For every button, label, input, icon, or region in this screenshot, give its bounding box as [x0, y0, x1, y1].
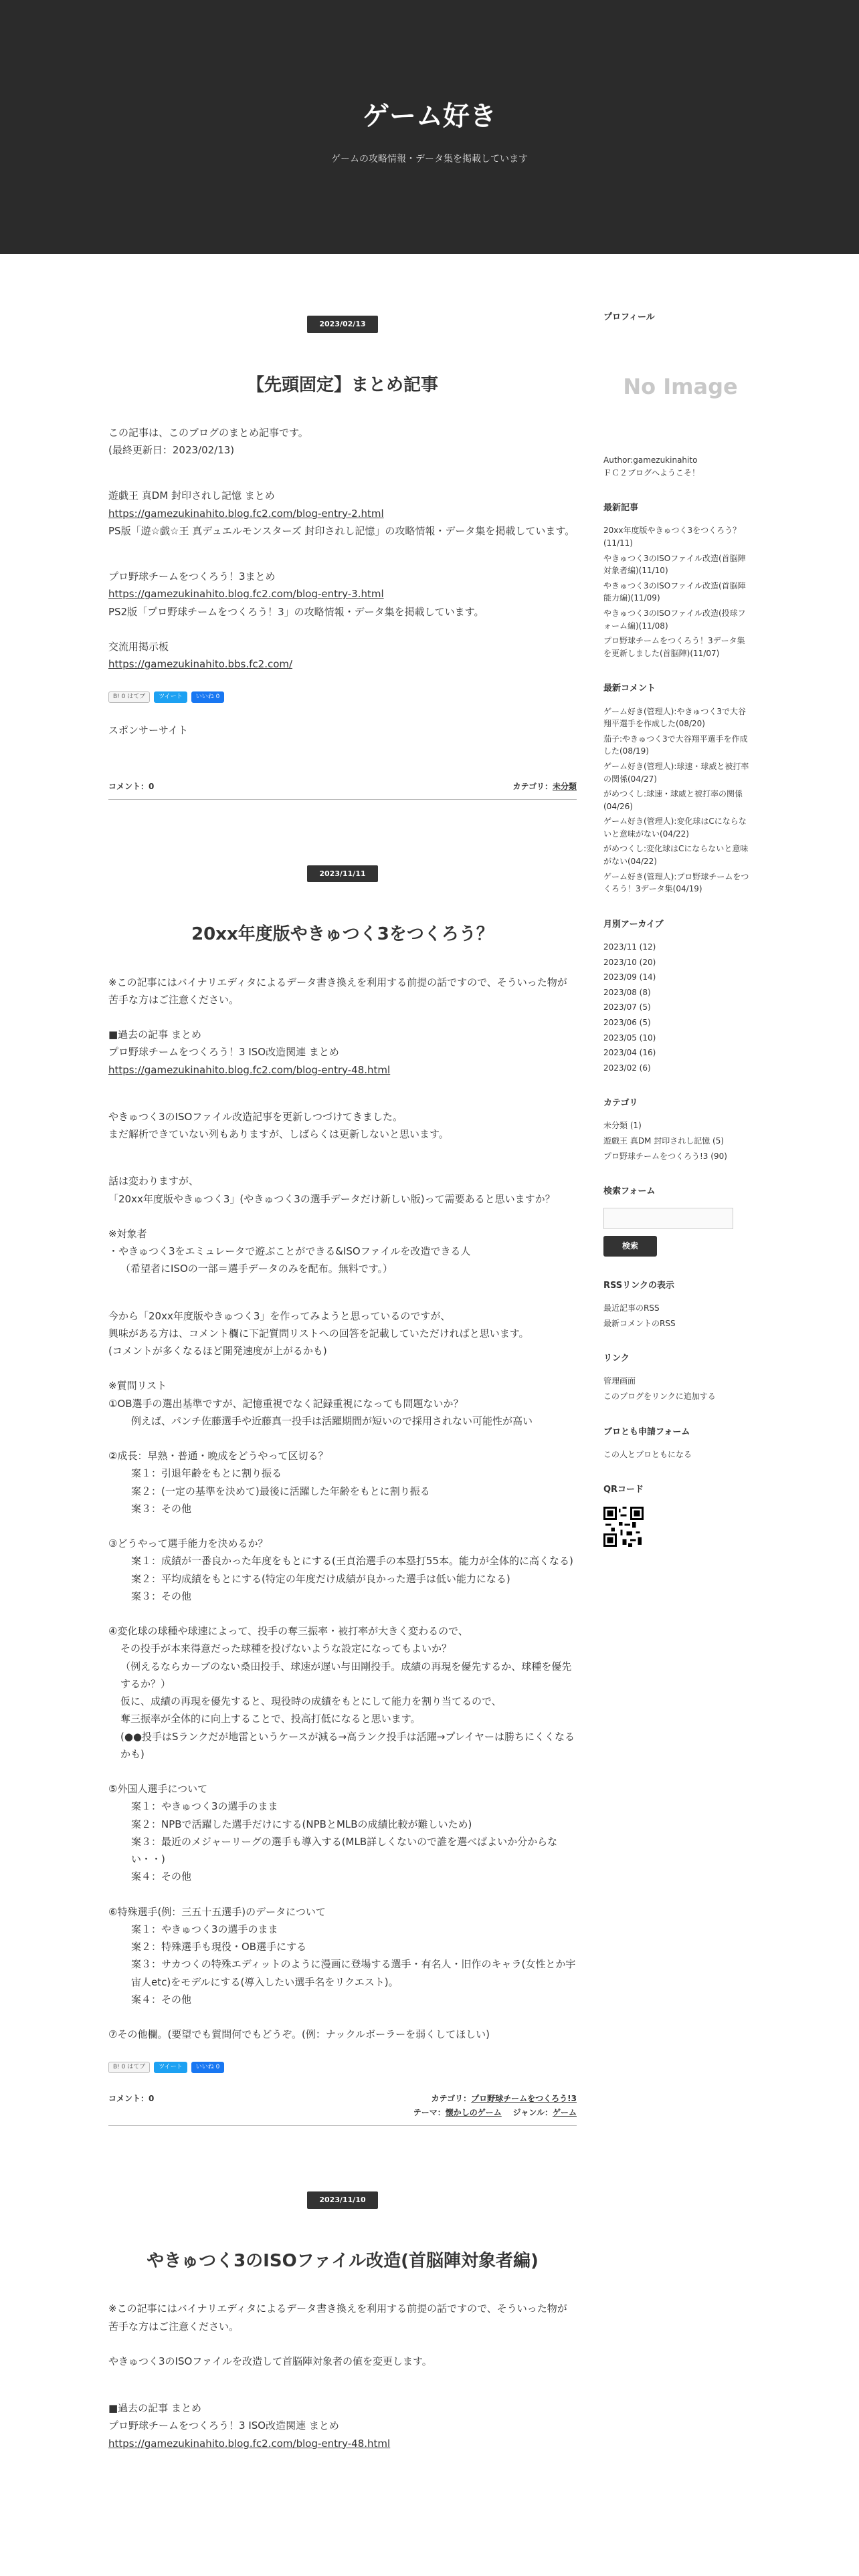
recent-comment-link[interactable]: がめつくし:変化球はCにならないと意味がない(04/22)	[603, 844, 749, 867]
text-line: ※この記事にはバイナリエディタによるデータ書き換えを利用する前提の話ですので、そういった物が苦手な方はご注意ください。	[108, 976, 567, 1006]
entry	[108, 2190, 577, 2452]
archive-link[interactable]: 2023/06 (5)	[603, 1017, 651, 1027]
link-item[interactable]: 管理画面	[603, 1376, 636, 1386]
question-option: 案１：引退年齢をもとに割り振る	[131, 1467, 282, 1480]
text-line: プロ野球チームをつくろう！3 ISO改造関連 まとめ	[108, 1046, 339, 1059]
text-line: ※対象者	[108, 1227, 147, 1240]
category-section	[603, 1097, 751, 1162]
entry-link[interactable]: https://gamezukinahito.blog.fc2.com/blog-entry-48.html	[108, 2437, 391, 2450]
archive-link[interactable]: 2023/09 (14)	[603, 972, 656, 982]
recent-comment-link[interactable]: 茄子:やきゅつく3で大谷翔平選手を作成した(08/19)	[603, 734, 748, 756]
entry-title[interactable]: 【先頭固定】まとめ記事	[246, 374, 438, 395]
text-line: 「20xx年度版やきゅつく3」(やきゅつく3の選手データだけ新しい版)って需要あると思いますか？	[108, 1192, 555, 1205]
question-option: 案４：その他	[131, 1993, 192, 2006]
entry-body	[108, 2300, 577, 2452]
hatena-bookmark-button[interactable]: B! 0 はてブ	[108, 691, 150, 703]
text-line: プロ野球チームをつくろう！3まとめ	[108, 570, 276, 583]
recent-comment-link[interactable]: ゲーム好き(管理人):変化球はCにならないと意味がない(04/22)	[603, 817, 747, 839]
site-title[interactable]: ゲーム好き	[363, 101, 496, 132]
entry-title[interactable]: 20xx年度版やきゅつく3をつくろう？	[191, 924, 494, 945]
entry-footer	[108, 2092, 577, 2126]
text-line: (最終更新日：2023/02/13)	[108, 444, 235, 457]
profile-intro: ＦＣ２ブログへようこそ！	[603, 467, 700, 477]
rss-section	[603, 1279, 751, 1329]
recent-entry-link[interactable]: プロ野球チームをつくろう！3データ集を更新しました(首脳陣)(11/07)	[603, 636, 745, 658]
entry	[108, 314, 577, 800]
question-option: 案３：その他	[131, 1590, 192, 1602]
question: ⑤外国人選手について	[108, 1783, 208, 1796]
genre-link[interactable]: ゲーム	[552, 2108, 577, 2118]
entry-link[interactable]: https://gamezukinahito.blog.fc2.com/blog-entry-3.html	[108, 588, 384, 601]
question-option: 案４：その他	[131, 1870, 192, 1883]
entry-body	[108, 424, 577, 673]
recent-comment-link[interactable]: がめつくし:球速・球威と被打率の関係(04/26)	[603, 789, 743, 811]
theme-link[interactable]: 懐かしのゲーム	[445, 2108, 502, 2118]
question-option: 案２：(一定の基準を決めて)最後に活躍した年齢をもとに割り振る	[131, 1485, 430, 1497]
question-option: 案２：NPBで活躍した選手だけにする(NPBとMLBの成績比較が難しいため)	[131, 1818, 472, 1830]
question-list-heading: ※質問リスト	[108, 1380, 167, 1392]
category-link[interactable]: プロ野球チームをつくろう!3	[471, 2094, 577, 2104]
section-heading: 最新記事	[603, 503, 639, 514]
bbs-link[interactable]: https://gamezukinahito.bbs.fc2.com/	[108, 658, 293, 671]
text-line: ■過去の記事 まとめ	[108, 1029, 201, 1041]
friend-request-link[interactable]: この人とブロともになる	[603, 1449, 692, 1459]
question-option: 案３：サカつくの特殊エディットのように漫画に登場する選手・有名人・旧作のキャラ(女性とか宇宙人etc)をモデルにする(導入したい選手名をリクエスト)。	[131, 1958, 576, 1988]
rss-link[interactable]: 最新コメントのRSS	[603, 1318, 676, 1328]
section-heading: QRコード	[603, 1485, 644, 1495]
section-heading: カテゴリ	[603, 1098, 638, 1109]
text-line: プロ野球チームをつくろう！3 ISO改造関連 まとめ	[108, 2420, 339, 2432]
question-option: 案３：最近のメジャーリーグの選手も導入する(MLB詳しくないので誰を選べばよいか分からない・・)	[131, 1835, 558, 1866]
section-heading: プロフィール	[603, 312, 655, 322]
text-line: 興味がある方は、コメント欄に下記質問リストへの回答を記載していただければと思います。	[108, 1327, 529, 1339]
section-heading: 最新コメント	[603, 683, 656, 694]
social-buttons	[108, 691, 577, 703]
archive-link[interactable]: 2023/10 (20)	[603, 957, 656, 967]
author-name: Author:gamezukinahito	[603, 455, 698, 465]
archive-link[interactable]: 2023/11 (12)	[603, 942, 656, 952]
entry	[108, 864, 577, 2127]
section-heading: 月別アーカイブ	[603, 919, 664, 930]
recent-comment-link[interactable]: ゲーム好き(管理人):やきゅつく3で大谷翔平選手を作成した(08/20)	[603, 706, 747, 729]
text-line: (コメントが多くなるほど開発速度が上がるかも)	[108, 1345, 327, 1358]
entry-link[interactable]: https://gamezukinahito.blog.fc2.com/blog-entry-2.html	[108, 507, 384, 520]
question: ①OB選手の選出基準ですが、記憶重視でなく記録重視になっても問題ないか？	[108, 1397, 464, 1410]
question-note: (●●投手はSランクだが地雷というケースが減る→高ランク投手は活躍→プレイヤーは勝ちにくくなるかも)	[120, 1730, 575, 1760]
text-line: 交流用掲示板	[108, 640, 169, 653]
section-heading: RSSリンクの表示	[603, 1281, 674, 1291]
text-line: 遊戯王 真DM 封印されし記憶 まとめ	[108, 490, 275, 502]
question-option: 案２：平均成績をもとにする(特定の年度だけ成績が良かった選手は低い能力になる)	[131, 1572, 510, 1585]
question-note: （例えるならカーブのない桑田投手、球速が遅い与田剛投手。成績の再現を優先するか、球種を優先するか？）	[120, 1660, 572, 1690]
recent-comment-link[interactable]: ゲーム好き(管理人):プロ野球チームをつくろう！3データ集(04/19)	[603, 871, 749, 894]
text-line: （希望者にISOの一部＝選手データのみを配布。無料です。）	[120, 1263, 393, 1275]
social-buttons	[108, 2062, 577, 2073]
archive-link[interactable]: 2023/08 (8)	[603, 987, 651, 997]
text-line: 話は変わりますが、	[108, 1175, 199, 1188]
text-line: やきゅつく3のISOファイル改造記事を更新しつづけてきました。	[108, 1110, 403, 1123]
question: ②成長：早熟・普通・晩成をどうやって区切る？	[108, 1450, 328, 1463]
facebook-like-button[interactable]: いいね 0	[191, 2062, 225, 2073]
tweet-button[interactable]: ツイート	[154, 691, 187, 703]
question-option: 案１：やきゅつく3の選手のまま	[131, 1800, 278, 1813]
profile-section	[603, 311, 751, 479]
text-line: この記事は、このブログのまとめ記事です。	[108, 426, 308, 439]
question-note: その投手が本来得意だった球種を投げないような設定になってもよいか？	[120, 1642, 452, 1655]
archive-link[interactable]: 2023/05 (10)	[603, 1033, 656, 1043]
link-item[interactable]: このブログをリンクに追加する	[603, 1392, 716, 1402]
text-line: 今から「20xx年度版やきゅつく3」を作ってみようと思っているのですが、	[108, 1309, 451, 1322]
text-line: PS版「遊☆戯☆王 真デュエルモンスターズ 封印されし記憶」の攻略情報・データ集を掲載しています。	[108, 524, 575, 537]
entry-date: 2023/11/11	[307, 865, 377, 883]
question-option: 案２：特殊選手も現役・OB選手にする	[131, 1941, 307, 1953]
text-line: まだ解析できていない列もありますが、しばらくは更新しないと思います。	[108, 1128, 449, 1141]
link-section	[603, 1352, 751, 1402]
site-description: ゲームの攻略情報・データ集を掲載しています	[331, 154, 528, 165]
recent-entry-link[interactable]: やきゅつく3のISOファイル改造(首脳陣対象者編)(11/10)	[603, 553, 746, 576]
theme-label: テーマ：	[413, 2108, 446, 2118]
tweet-button[interactable]: ツイート	[154, 2062, 187, 2073]
recent-entries-section	[603, 502, 751, 659]
rss-link[interactable]: 最近記事のRSS	[603, 1303, 660, 1313]
qr-section	[603, 1483, 751, 1550]
recent-entry-link[interactable]: やきゅつく3のISOファイル改造(首脳陣能力編)(11/09)	[603, 580, 746, 603]
search-section	[603, 1185, 751, 1257]
question: ⑦その他欄。(要望でも質問何でもどうぞ。(例：ナックルボーラーを弱くしてほしい)	[108, 2028, 490, 2041]
question-option: 案３：その他	[131, 1502, 192, 1515]
profile-image-placeholder: No Image	[623, 374, 738, 400]
section-heading: ブロとも申請フォーム	[603, 1426, 690, 1437]
search-button[interactable]: 検索	[603, 1236, 657, 1257]
entry-date: 2023/02/13	[307, 316, 377, 333]
section-heading: 検索フォーム	[603, 1186, 656, 1197]
category-link[interactable]: 未分類	[552, 781, 577, 791]
genre-label: ジャンル：	[512, 2108, 553, 2118]
text-line: ・やきゅつく3をエミュレータで遊ぶことができる&ISOファイルを改造できる人	[108, 1245, 471, 1258]
site-header	[0, 0, 859, 254]
recent-comments-section	[603, 682, 751, 895]
search-input[interactable]	[603, 1208, 733, 1229]
question: ⑥特殊選手(例：三五十五選手)のデータについて	[108, 1905, 326, 1918]
entry-link[interactable]: https://gamezukinahito.blog.fc2.com/blog-entry-48.html	[108, 1063, 391, 1076]
category-label: カテゴリ：	[431, 2094, 472, 2104]
text-line: ※この記事にはバイナリエディタによるデータ書き換えを利用する前提の話ですので、そういった物が苦手な方はご注意ください。	[108, 2302, 567, 2333]
friend-request-section	[603, 1426, 751, 1461]
recent-entry-link[interactable]: やきゅつく3のISOファイル改造(投球フォーム編)(11/08)	[603, 609, 746, 631]
text-line: やきゅつく3のISOファイルを改造して首脳陣対象者の値を変更します。	[108, 2355, 432, 2367]
question-note: 例えば、パンチ佐藤選手や近藤真一投手は活躍期間が短いので採用されない可能性が高い	[131, 1414, 533, 1427]
category-link[interactable]: 未分類 (1)	[603, 1121, 642, 1131]
category-link[interactable]: プロ野球チームをつくろう!3 (90)	[603, 1151, 727, 1161]
archive-link[interactable]: 2023/04 (16)	[603, 1048, 656, 1058]
question-note: 奪三振率が全体的に向上することで、投高打低になると思います。	[120, 1713, 421, 1725]
text-line: PS2版「プロ野球チームをつくろう！3」の攻略情報・データ集を掲載しています。	[108, 605, 484, 618]
sidebar	[603, 311, 751, 1573]
category-link[interactable]: 遊戯王 真DM 封印されし記憶 (5)	[603, 1136, 725, 1146]
archive-link[interactable]: 2023/02 (6)	[603, 1063, 651, 1073]
recent-entry-link[interactable]: 20xx年度版やきゅつく3をつくろう？(11/11)	[603, 526, 741, 548]
facebook-like-button[interactable]: いいね 0	[191, 691, 225, 703]
main-content	[108, 314, 577, 2516]
entry-footer	[108, 780, 577, 800]
recent-comment-link[interactable]: ゲーム好き(管理人):球速・球威と被打率の関係(04/27)	[603, 761, 749, 784]
question-option: 案１：成績が一番良かった年度をもとにする(王貞治選手の本塁打55本。能力が全体的に高くなる)	[131, 1555, 573, 1568]
category-label: カテゴリ：	[512, 781, 553, 791]
section-heading: リンク	[603, 1354, 630, 1364]
comment-link[interactable]: コメント：0	[108, 2094, 155, 2104]
question: ④変化球の球種や球速によって、投手の奪三振率・被打率が大きく変わるので、	[108, 1625, 468, 1638]
question-option: 案１：やきゅつく3の選手のまま	[131, 1923, 278, 1935]
entry-title[interactable]: やきゅつく3のISOファイル改造(首脳陣対象者編)	[147, 2251, 539, 2272]
entry-date: 2023/11/10	[307, 2191, 377, 2209]
archive-section	[603, 918, 751, 1074]
archive-link[interactable]: 2023/07 (5)	[603, 1002, 651, 1012]
text-line: ■過去の記事 まとめ	[108, 2402, 201, 2415]
sponsor-label: スポンサーサイト	[108, 724, 188, 737]
comment-link[interactable]: コメント：0	[108, 781, 155, 791]
entry-body	[108, 974, 577, 2044]
question: ③どうやって選手能力を決めるか？	[108, 1537, 268, 1550]
qr-code-image	[603, 1507, 644, 1547]
question-note: 仮に、成績の再現を優先すると、現役時の成績をもとにして能力を割り当てるので、	[120, 1695, 502, 1708]
hatena-bookmark-button[interactable]: B! 0 はてブ	[108, 2062, 150, 2073]
